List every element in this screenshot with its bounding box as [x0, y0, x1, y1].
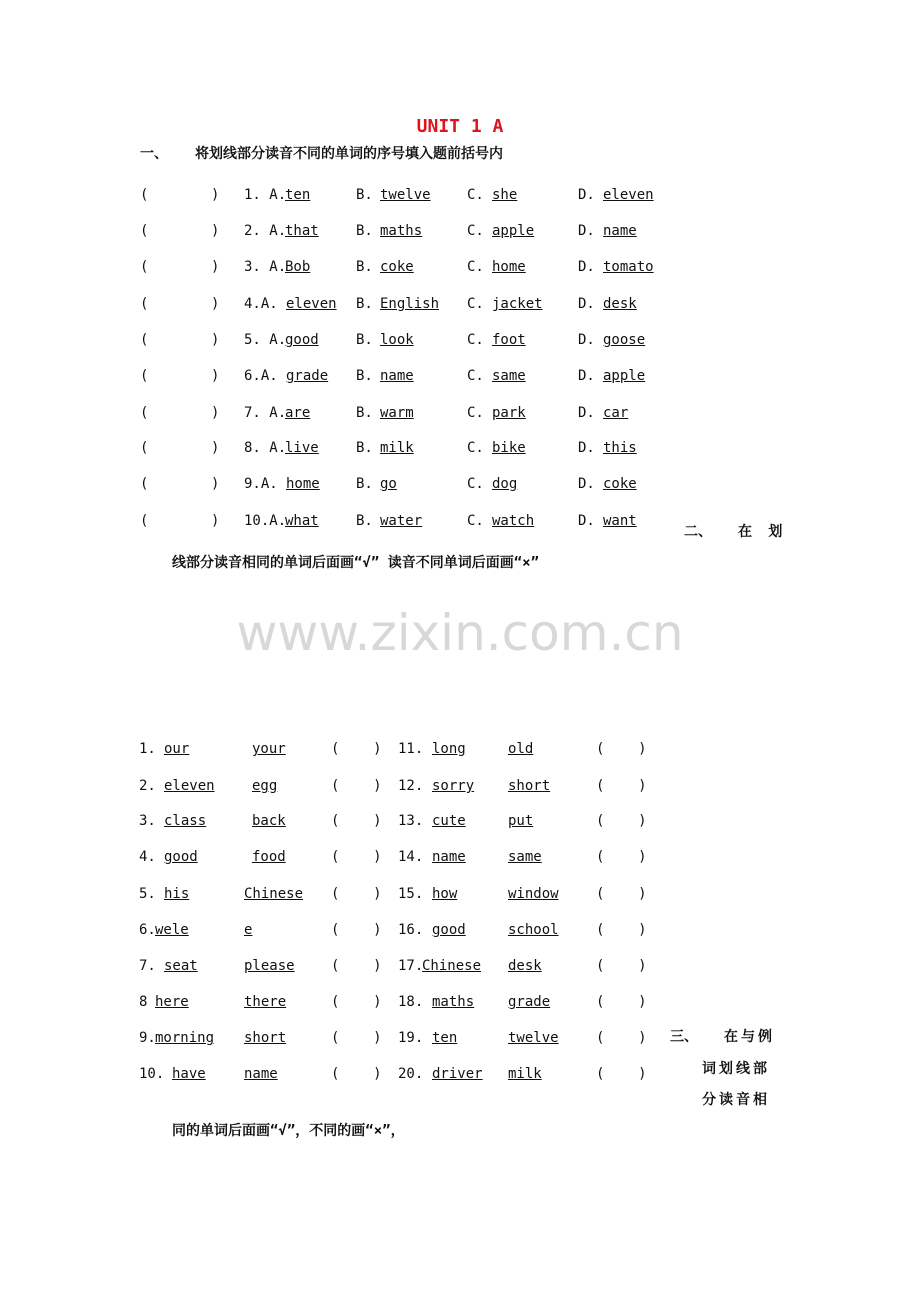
answer-parentheses: ( ) [331, 922, 382, 938]
option-c-word: park [492, 405, 526, 421]
option-b-word: water [380, 513, 423, 529]
answer-bracket-close: ) [211, 223, 220, 239]
watermark: www.zixin.com.cn [236, 604, 684, 662]
option-b-label: B. [356, 296, 373, 312]
answer-bracket-close: ) [211, 259, 220, 275]
answer-parentheses: ( ) [596, 778, 647, 794]
option-c-word: bike [492, 440, 526, 456]
option-c-word: she [492, 187, 518, 203]
option-c-label: C. [467, 187, 484, 203]
option-d-label: D. [578, 187, 595, 203]
answer-bracket-close: ) [211, 476, 220, 492]
pair-number: 3. [139, 813, 156, 829]
answer-bracket-open: ( [140, 513, 149, 529]
pair-word-2: twelve [508, 1030, 559, 1046]
answer-parentheses: ( ) [331, 849, 382, 865]
answer-bracket-close: ) [211, 405, 220, 421]
pair-word-1: class [164, 813, 207, 829]
option-d-word: tomato [603, 259, 654, 275]
option-b-word: milk [380, 440, 414, 456]
pair-word-2: short [244, 1030, 287, 1046]
option-b-label: B. [356, 368, 373, 384]
option-b-word: go [380, 476, 397, 492]
pair-number: 19. [398, 1030, 424, 1046]
pair-word-1: morning [155, 1030, 215, 1046]
option-d-label: D. [578, 296, 595, 312]
answer-parentheses: ( ) [331, 1030, 382, 1046]
pair-word-1: good [164, 849, 198, 865]
answer-bracket-open: ( [140, 440, 149, 456]
pair-number: 6. [139, 922, 156, 938]
pair-word-2: milk [508, 1066, 542, 1082]
section2-instruction-part1: 在 划 [738, 524, 787, 540]
question-number: 9.A. [244, 476, 278, 492]
option-b-word: name [380, 368, 414, 384]
answer-bracket-open: ( [140, 187, 149, 203]
pair-number: 1. [139, 741, 156, 757]
pair-word-1: long [432, 741, 466, 757]
answer-bracket-open: ( [140, 259, 149, 275]
option-c-label: C. [467, 259, 484, 275]
answer-bracket-open: ( [140, 332, 149, 348]
pair-word-1: sorry [432, 778, 475, 794]
answer-parentheses: ( ) [596, 741, 647, 757]
question-number: 3. A. [244, 259, 287, 275]
option-d-label: D. [578, 405, 595, 421]
pair-word-2: school [508, 922, 559, 938]
option-c-label: C. [467, 332, 484, 348]
option-b-label: B. [356, 187, 373, 203]
answer-bracket-open: ( [140, 368, 149, 384]
pair-word-2: old [508, 741, 534, 757]
option-c-label: C. [467, 296, 484, 312]
option-b-word: twelve [380, 187, 431, 203]
question-number: 6.A. [244, 368, 278, 384]
option-c-label: C. [467, 476, 484, 492]
answer-bracket-close: ) [211, 296, 220, 312]
pair-number: 9. [139, 1030, 156, 1046]
option-c-label: C. [467, 368, 484, 384]
question-number: 2. A. [244, 223, 287, 239]
pair-number: 16. [398, 922, 424, 938]
pair-word-2: put [508, 813, 534, 829]
option-a-word: good [285, 332, 319, 348]
answer-bracket-open: ( [140, 223, 149, 239]
option-b-label: B. [356, 332, 373, 348]
option-c-label: C. [467, 440, 484, 456]
option-a-word: live [285, 440, 319, 456]
option-d-word: car [603, 405, 629, 421]
pair-number: 11. [398, 741, 424, 757]
section1-number: 一、 [140, 146, 168, 162]
pair-word-2: desk [508, 958, 542, 974]
answer-parentheses: ( ) [596, 922, 647, 938]
answer-parentheses: ( ) [596, 958, 647, 974]
option-b-word: look [380, 332, 414, 348]
answer-parentheses: ( ) [331, 813, 382, 829]
pair-number: 17. [398, 958, 424, 974]
option-d-word: desk [603, 296, 637, 312]
pair-word-1: good [432, 922, 466, 938]
section2-instruction-part2: 线部分读音相同的单词后面画“√” 读音不同单词后面画“×” [172, 555, 539, 571]
option-b-label: B. [356, 476, 373, 492]
answer-parentheses: ( ) [331, 958, 382, 974]
option-d-word: coke [603, 476, 637, 492]
option-d-label: D. [578, 440, 595, 456]
option-a-word: grade [286, 368, 329, 384]
pair-word-1: cute [432, 813, 466, 829]
answer-bracket-close: ) [211, 187, 220, 203]
option-b-label: B. [356, 223, 373, 239]
section2-number: 二、 [684, 524, 712, 540]
answer-parentheses: ( ) [331, 741, 382, 757]
pair-word-1: our [164, 741, 190, 757]
pair-number: 14. [398, 849, 424, 865]
option-c-word: jacket [492, 296, 543, 312]
pair-number: 13. [398, 813, 424, 829]
answer-bracket-close: ) [211, 368, 220, 384]
question-number: 4.A. [244, 296, 278, 312]
answer-parentheses: ( ) [596, 886, 647, 902]
pair-word-1: his [164, 886, 190, 902]
answer-parentheses: ( ) [331, 994, 382, 1010]
option-c-word: same [492, 368, 526, 384]
question-number: 5. A. [244, 332, 287, 348]
pair-word-1: maths [432, 994, 475, 1010]
pair-word-2: name [244, 1066, 278, 1082]
option-c-label: C. [467, 513, 484, 529]
option-d-label: D. [578, 368, 595, 384]
pair-word-1: how [432, 886, 458, 902]
section3-instruction-line4: 同的单词后面画“√”，不同的画“×”， [172, 1123, 405, 1139]
pair-word-2: e [244, 922, 253, 938]
question-number: 1. A. [244, 187, 287, 203]
pair-word-1: Chinese [422, 958, 482, 974]
answer-parentheses: ( ) [331, 778, 382, 794]
pair-word-2: Chinese [244, 886, 304, 902]
option-d-label: D. [578, 259, 595, 275]
pair-word-1: ten [432, 1030, 458, 1046]
pair-number: 18. [398, 994, 424, 1010]
pair-word-2: your [252, 741, 286, 757]
pair-word-2: food [252, 849, 286, 865]
option-b-word: warm [380, 405, 414, 421]
option-b-word: coke [380, 259, 414, 275]
option-a-word: Bob [285, 259, 311, 275]
pair-word-2: there [244, 994, 287, 1010]
option-b-label: B. [356, 440, 373, 456]
section3-number: 三、 [670, 1029, 698, 1045]
section3-instruction-line2: 词划线部 [702, 1061, 770, 1077]
option-b-word: maths [380, 223, 423, 239]
option-b-label: B. [356, 513, 373, 529]
option-c-word: foot [492, 332, 526, 348]
option-a-word: what [285, 513, 319, 529]
answer-parentheses: ( ) [596, 1066, 647, 1082]
pair-word-2: egg [252, 778, 278, 794]
section1-instruction: 将划线部分读音不同的单词的序号填入题前括号内 [195, 146, 503, 162]
option-d-label: D. [578, 332, 595, 348]
pair-word-1: name [432, 849, 466, 865]
answer-bracket-open: ( [140, 476, 149, 492]
pair-word-1: eleven [164, 778, 215, 794]
option-c-label: C. [467, 223, 484, 239]
option-d-word: want [603, 513, 637, 529]
pair-word-2: window [508, 886, 559, 902]
option-a-word: eleven [286, 296, 337, 312]
pair-word-1: have [172, 1066, 206, 1082]
option-d-label: D. [578, 513, 595, 529]
answer-parentheses: ( ) [596, 994, 647, 1010]
option-d-word: name [603, 223, 637, 239]
answer-parentheses: ( ) [331, 1066, 382, 1082]
option-c-word: home [492, 259, 526, 275]
answer-parentheses: ( ) [331, 886, 382, 902]
pair-number: 12. [398, 778, 424, 794]
question-number: 10.A. [244, 513, 287, 529]
pair-number: 7. [139, 958, 156, 974]
pair-number: 10. [139, 1066, 165, 1082]
option-a-word: that [285, 223, 319, 239]
pair-number: 4. [139, 849, 156, 865]
section3-instruction-line1: 在与例 [724, 1029, 775, 1045]
pair-word-1: here [155, 994, 189, 1010]
option-a-word: are [285, 405, 311, 421]
pair-word-2: same [508, 849, 542, 865]
pair-word-2: back [252, 813, 286, 829]
option-c-word: apple [492, 223, 535, 239]
question-number: 8. A. [244, 440, 287, 456]
answer-parentheses: ( ) [596, 849, 647, 865]
answer-bracket-open: ( [140, 405, 149, 421]
pair-number: 2. [139, 778, 156, 794]
pair-number: 20. [398, 1066, 424, 1082]
answer-bracket-close: ) [211, 513, 220, 529]
pair-word-2: please [244, 958, 295, 974]
answer-bracket-close: ) [211, 332, 220, 348]
pair-number: 15. [398, 886, 424, 902]
option-b-label: B. [356, 259, 373, 275]
option-d-label: D. [578, 223, 595, 239]
page-title: UNIT 1 A [416, 116, 504, 137]
option-b-label: B. [356, 405, 373, 421]
option-a-word: ten [285, 187, 311, 203]
option-d-word: this [603, 440, 637, 456]
option-d-word: eleven [603, 187, 654, 203]
option-d-word: apple [603, 368, 646, 384]
option-d-word: goose [603, 332, 646, 348]
pair-word-2: short [508, 778, 551, 794]
question-number: 7. A. [244, 405, 287, 421]
pair-word-1: driver [432, 1066, 483, 1082]
pair-number: 8 [139, 994, 148, 1010]
option-a-word: home [286, 476, 320, 492]
pair-number: 5. [139, 886, 156, 902]
section3-instruction-line3: 分读音相 [702, 1092, 770, 1108]
answer-bracket-close: ) [211, 440, 220, 456]
answer-parentheses: ( ) [596, 1030, 647, 1046]
answer-bracket-open: ( [140, 296, 149, 312]
pair-word-1: seat [164, 958, 198, 974]
pair-word-1: wele [155, 922, 189, 938]
option-c-word: dog [492, 476, 518, 492]
pair-word-2: grade [508, 994, 551, 1010]
option-c-word: watch [492, 513, 535, 529]
option-d-label: D. [578, 476, 595, 492]
option-c-label: C. [467, 405, 484, 421]
option-b-word: English [380, 296, 440, 312]
answer-parentheses: ( ) [596, 813, 647, 829]
